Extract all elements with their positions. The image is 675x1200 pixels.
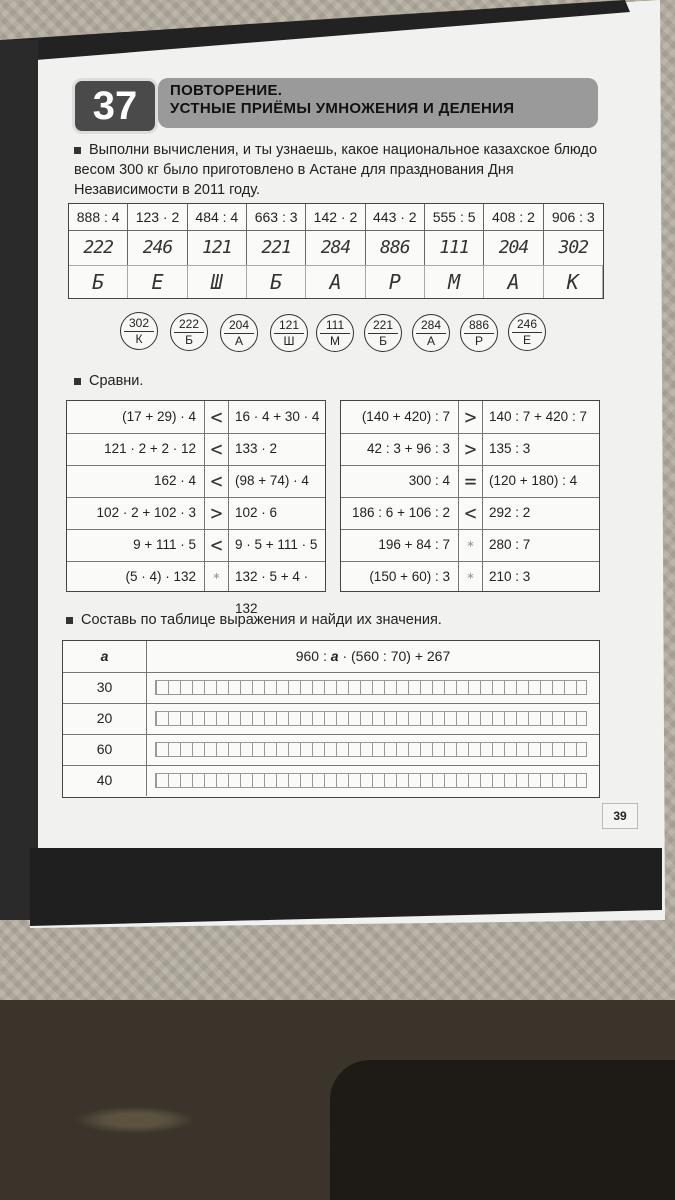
key-circle	[120, 312, 158, 350]
letter-cell[interactable]: М	[425, 266, 484, 298]
answer-cell[interactable]: 284	[306, 231, 365, 265]
compare-sign[interactable]: ∗	[459, 529, 483, 561]
expression-cell: 484 : 4	[188, 204, 247, 230]
letter-cell[interactable]: А	[484, 266, 543, 298]
answer-grid[interactable]	[155, 773, 587, 788]
letter-cell[interactable]: Б	[69, 266, 128, 298]
letters-row	[69, 266, 603, 298]
key-letter: Б	[379, 334, 387, 348]
a-value: 60	[63, 734, 147, 765]
expression-cell: 555 : 5	[425, 204, 484, 230]
key-number: 284	[420, 318, 442, 332]
page-left-band	[0, 40, 38, 920]
cipher-table	[68, 203, 604, 299]
key-letter: А	[234, 334, 243, 348]
compare-row: 9 + 111 · 5 < 9 · 5 + 111 · 5	[67, 529, 325, 562]
expression-row	[63, 672, 599, 704]
key-letter: Б	[185, 333, 193, 347]
key-circle	[170, 313, 208, 351]
letter-cell[interactable]: Р	[366, 266, 425, 298]
expressions-row	[69, 204, 603, 231]
a-value: 30	[63, 672, 147, 703]
expression-cell: 142 · 2	[306, 204, 365, 230]
answer-grid-cell[interactable]	[147, 703, 599, 734]
compare-row: 102 · 2 + 102 · 3 > 102 · 6	[67, 497, 325, 530]
compare-row: 300 : 4 = (120 + 180) : 4	[341, 465, 599, 498]
expression-cell: 888 : 4	[69, 204, 128, 230]
letter-cell[interactable]: К	[544, 266, 603, 298]
task2-text: Сравни.	[89, 373, 144, 389]
expression-cell: 408 : 2	[484, 204, 543, 230]
key-letter: К	[135, 332, 143, 346]
expression-row	[63, 703, 599, 735]
answer-cell[interactable]: 204	[484, 231, 543, 265]
bullet-icon	[74, 147, 81, 154]
key-circle	[316, 314, 354, 352]
compare-row: 186 : 6 + 106 : 2 < 292 : 2	[341, 497, 599, 530]
expression-header-row	[63, 641, 599, 673]
key-circle	[412, 314, 450, 352]
key-circle	[220, 314, 258, 352]
key-letter: Е	[522, 333, 531, 347]
compare-row: (150 + 60) : 3 ∗ 210 : 3	[341, 561, 599, 591]
lesson-title-line2: УСТНЫЕ ПРИЁМЫ УМНОЖЕНИЯ И ДЕЛЕНИЯ	[170, 100, 515, 117]
answer-grid-cell[interactable]	[147, 672, 599, 703]
bullet-icon	[74, 378, 81, 385]
answer-cell[interactable]: 221	[247, 231, 306, 265]
answers-row	[69, 231, 603, 266]
key-number: 302	[128, 316, 150, 330]
compare-row: 121 · 2 + 2 · 12 < 133 · 2	[67, 433, 325, 466]
compare-row: 162 · 4 < (98 + 74) · 4	[67, 465, 325, 498]
shadow	[330, 1060, 675, 1200]
answer-cell[interactable]: 111	[425, 231, 484, 265]
key-circle	[364, 314, 402, 352]
answer-cell[interactable]: 246	[128, 231, 187, 265]
key-letter: А	[426, 334, 435, 348]
answer-cell[interactable]: 222	[69, 231, 128, 265]
task2-instruction	[74, 373, 143, 389]
expression-table	[62, 640, 600, 798]
lesson-title-line1: ПОВТОРЕНИЕ.	[170, 82, 283, 99]
compare-sign[interactable]: <	[205, 465, 229, 497]
key-number: 222	[178, 317, 200, 331]
compare-sign[interactable]: >	[459, 433, 483, 465]
key-number: 221	[372, 318, 394, 332]
a-value: 40	[63, 765, 147, 796]
key-number: 886	[468, 318, 490, 332]
answer-cell[interactable]: 121	[188, 231, 247, 265]
expression-row	[63, 734, 599, 766]
task1-instruction	[74, 140, 614, 200]
letter-cell[interactable]: Б	[247, 266, 306, 298]
task1-text: Выполни вычисления, и ты узнаешь, какое национальное казахское блюдо весом 300 кг было приготовлено в Астане для празднования Дня Независимости в 2011 году.	[74, 142, 598, 198]
answer-grid[interactable]	[155, 680, 587, 695]
compare-row: 196 + 84 : 7 ∗ 280 : 7	[341, 529, 599, 562]
page-number: 39	[602, 803, 638, 829]
key-letter: Ш	[283, 334, 295, 348]
compare-table-right	[340, 400, 600, 592]
answer-grid[interactable]	[155, 742, 587, 757]
key-letter: Р	[474, 334, 483, 348]
key-number: 204	[228, 318, 250, 332]
answer-grid-cell[interactable]	[147, 765, 599, 796]
compare-row: (5 · 4) · 132 ∗ 132 · 5 + 4 · 132	[67, 561, 325, 591]
expression-cell: 906 : 3	[551, 209, 595, 225]
key-number: 121	[278, 318, 300, 332]
compare-sign[interactable]: >	[205, 497, 229, 529]
expression-cell: 443 · 2	[366, 204, 425, 230]
key-number: 111	[325, 318, 345, 332]
expression-row	[63, 765, 599, 796]
compare-sign[interactable]: ∗	[205, 561, 229, 591]
compare-sign[interactable]: <	[205, 529, 229, 561]
compare-sign[interactable]: =	[459, 465, 483, 497]
key-circle	[508, 313, 546, 351]
lesson-number: 37	[72, 78, 158, 134]
compare-sign[interactable]: <	[459, 497, 483, 529]
expression-cell: 663 : 3	[247, 204, 306, 230]
task3-text: Составь по таблице выражения и найди их значения.	[81, 612, 442, 628]
compare-sign[interactable]: >	[459, 401, 483, 433]
task3-instruction	[66, 612, 442, 628]
letter-cell[interactable]: Ш	[188, 266, 247, 298]
answer-grid[interactable]	[155, 711, 587, 726]
compare-row: (140 + 420) : 7 > 140 : 7 + 420 : 7	[341, 401, 599, 434]
compare-table-left	[66, 400, 326, 616]
key-circle	[460, 314, 498, 352]
expression-cell: 123 · 2	[128, 204, 187, 230]
answer-key	[120, 312, 560, 352]
answer-grid-cell[interactable]	[147, 734, 599, 765]
key-number: 246	[516, 317, 538, 331]
letter-cell[interactable]: А	[306, 266, 365, 298]
bullet-icon	[66, 617, 73, 624]
compare-sign[interactable]: ∗	[459, 561, 483, 591]
answer-cell[interactable]: 886	[366, 231, 425, 265]
compare-row: (17 + 29) · 4 < 16 · 4 + 30 · 4	[67, 401, 325, 434]
compare-sign[interactable]: <	[205, 433, 229, 465]
expression-header: 960 : a · (560 : 70) + 267	[295, 648, 451, 664]
key-letter: М	[330, 334, 340, 348]
col-a-header: a	[63, 641, 147, 672]
letter-cell[interactable]: Е	[128, 266, 187, 298]
a-value: 20	[63, 703, 147, 734]
compare-row: 42 : 3 + 96 : 3 > 135 : 3	[341, 433, 599, 466]
key-circle	[270, 314, 308, 352]
compare-sign[interactable]: <	[205, 401, 229, 433]
answer-cell[interactable]: 302	[558, 237, 589, 258]
